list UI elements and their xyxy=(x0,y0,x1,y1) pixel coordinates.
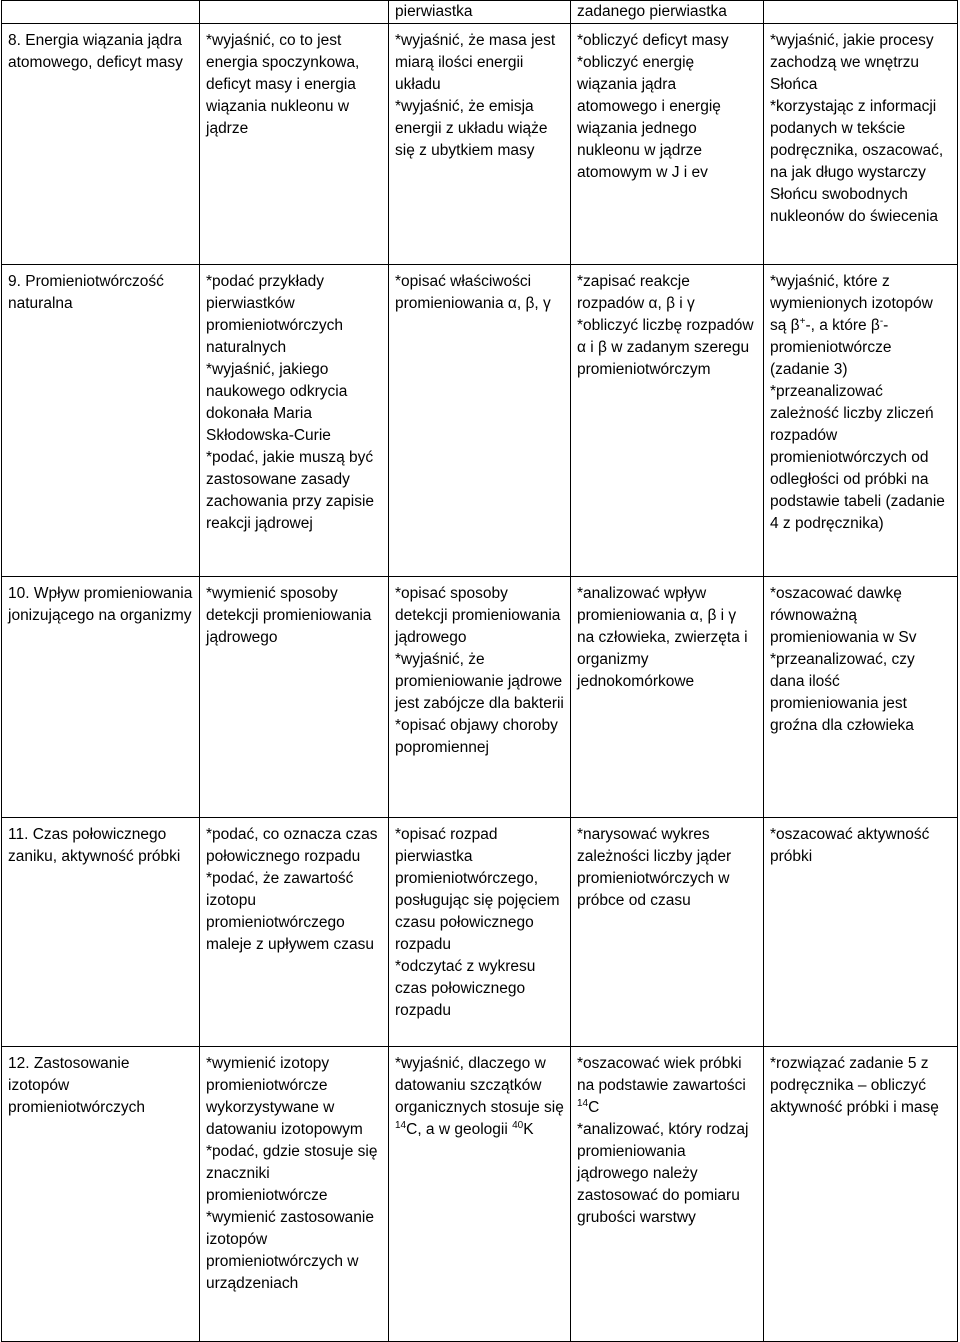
cell-complete-requirements xyxy=(571,1047,764,1342)
text-segment: -, a które β xyxy=(805,317,880,334)
superscript: 14 xyxy=(395,1119,407,1131)
cell-advanced-requirements: *wyjaśnić, jakie procesy zachodzą we wnętrzu Słońca *korzystając z informacji podanych w tekście podręcznika, oszacować, na jak długo wystarczy Słońcu swobodnych nukleonów do świecenia xyxy=(764,24,958,265)
cell-topic: 8. Energia wiązania jądra atomowego, deficyt masy xyxy=(2,24,200,265)
cell-advanced-requirements: *oszacować aktywność próbki xyxy=(764,818,958,1047)
cell-complete-requirements: *obliczyć deficyt masy *obliczyć energię wiązania jądra atomowego i energię wiązania jednego nukleonu w jądrze atomowym w J i ev xyxy=(571,24,764,265)
cell-basic-requirements: *podać przykłady pierwiastków promieniotwórczych naturalnych *wyjaśnić, jakiego naukowego odkrycia dokonała Maria Skłodowska-Curie *podać, jakie muszą być zastosowane zasady zachowania przy zapisie reakcji jądrowej xyxy=(200,265,389,577)
superscript: - xyxy=(879,315,884,327)
cell-advanced-requirements xyxy=(764,1,958,24)
cell-basic-requirements: *wyjaśnić, co to jest energia spoczynkowa, deficyt masy i energia wiązania nukleonu w jądrze xyxy=(200,24,389,265)
table-row-continuation xyxy=(2,1,958,24)
cell-basic-requirements: *wymienić sposoby detekcji promieniowania jądrowego xyxy=(200,577,389,818)
cell-extended-requirements: *opisać sposoby detekcji promieniowania jądrowego *wyjaśnić, że promieniowanie jądrowe jest zabójcze dla bakterii *opisać objawy choroby popromiennej xyxy=(389,577,571,818)
text-segment: C *analizować, który rodzaj promieniowania jądrowego należy zastosować do pomiaru grubości warstwy xyxy=(577,1099,749,1226)
text-segment: *wyjaśnić, które z wymienionych izotopów są β xyxy=(770,273,933,334)
text-segment: K xyxy=(523,1121,534,1138)
cell-extended-requirements: *opisać rozpad pierwiastka promieniotwórczego, posługując się pojęciem czasu połowicznego rozpadu *odczytać z wykresu czas połowicznego rozpadu xyxy=(389,818,571,1047)
text-segment: C, a w geologii xyxy=(406,1121,513,1138)
cell-topic xyxy=(2,1,200,24)
cell-basic-requirements: *wymienić izotopy promieniotwórcze wykorzystywane w datowaniu izotopowym *podać, gdzie stosuje się znaczniki promieniotwórcze *wymienić zastosowanie izotopów promieniotwórczych w urządzeniach xyxy=(200,1047,389,1342)
cell-advanced-requirements xyxy=(764,265,958,577)
text-segment: - promieniotwórcze (zadanie 3) *przeanalizować zależność liczby zliczeń rozpadów promieniotwórczych od odległości od próbki na podstawie tabeli (zadanie 4 z podręcznika) xyxy=(770,317,945,532)
cell-topic: 11. Czas połowicznego zaniku, aktywność próbki xyxy=(2,818,200,1047)
cell-complete-requirements: *analizować wpływ promieniowania α, β i γ na człowieka, zwierzęta i organizmy jednokomórkowe xyxy=(571,577,764,818)
cell-topic: 10. Wpływ promieniowania jonizującego na organizmy xyxy=(2,577,200,818)
cell-extended-requirements: *opisać właściwości promieniowania α, β, γ xyxy=(389,265,571,577)
cell-advanced-requirements: *oszacować dawkę równoważną promieniowania w Sv *przeanalizować, czy dana ilość promieniowania jest groźna dla człowieka xyxy=(764,577,958,818)
curriculum-requirements-table xyxy=(1,0,958,1342)
cell-extended-requirements: pierwiastka xyxy=(389,1,571,24)
cell-basic-requirements xyxy=(200,1,389,24)
table-row xyxy=(2,577,958,818)
superscript: 14 xyxy=(577,1097,589,1109)
text-segment: *wyjaśnić, dlaczego w datowaniu szczątków organicznych stosuje się xyxy=(395,1055,564,1116)
cell-topic: 9. Promieniotwórczość naturalna xyxy=(2,265,200,577)
table-row xyxy=(2,24,958,265)
superscript: 40 xyxy=(512,1119,524,1131)
cell-extended-requirements: *wyjaśnić, że masa jest miarą ilości energii układu *wyjaśnić, że emisja energii z układu wiąże się z ubytkiem masy xyxy=(389,24,571,265)
text-segment: *oszacować wiek próbki na podstawie zawartości xyxy=(577,1055,746,1094)
superscript: + xyxy=(799,315,806,327)
cell-extended-requirements xyxy=(389,1047,571,1342)
table-row xyxy=(2,1047,958,1342)
table-row xyxy=(2,818,958,1047)
table-row xyxy=(2,265,958,577)
cell-advanced-requirements: *rozwiązać zadanie 5 z podręcznika – obliczyć aktywność próbki i masę xyxy=(764,1047,958,1342)
cell-topic: 12. Zastosowanie izotopów promieniotwórczych xyxy=(2,1047,200,1342)
cell-basic-requirements: *podać, co oznacza czas połowicznego rozpadu *podać, że zawartość izotopu promieniotwórczego maleje z upływem czasu xyxy=(200,818,389,1047)
cell-complete-requirements: *narysować wykres zależności liczby jąder promieniotwórczych w próbce od czasu xyxy=(571,818,764,1047)
cell-complete-requirements: zadanego pierwiastka xyxy=(571,1,764,24)
cell-complete-requirements: *zapisać reakcje rozpadów α, β i γ *obliczyć liczbę rozpadów α i β w zadanym szeregu promieniotwórczym xyxy=(571,265,764,577)
